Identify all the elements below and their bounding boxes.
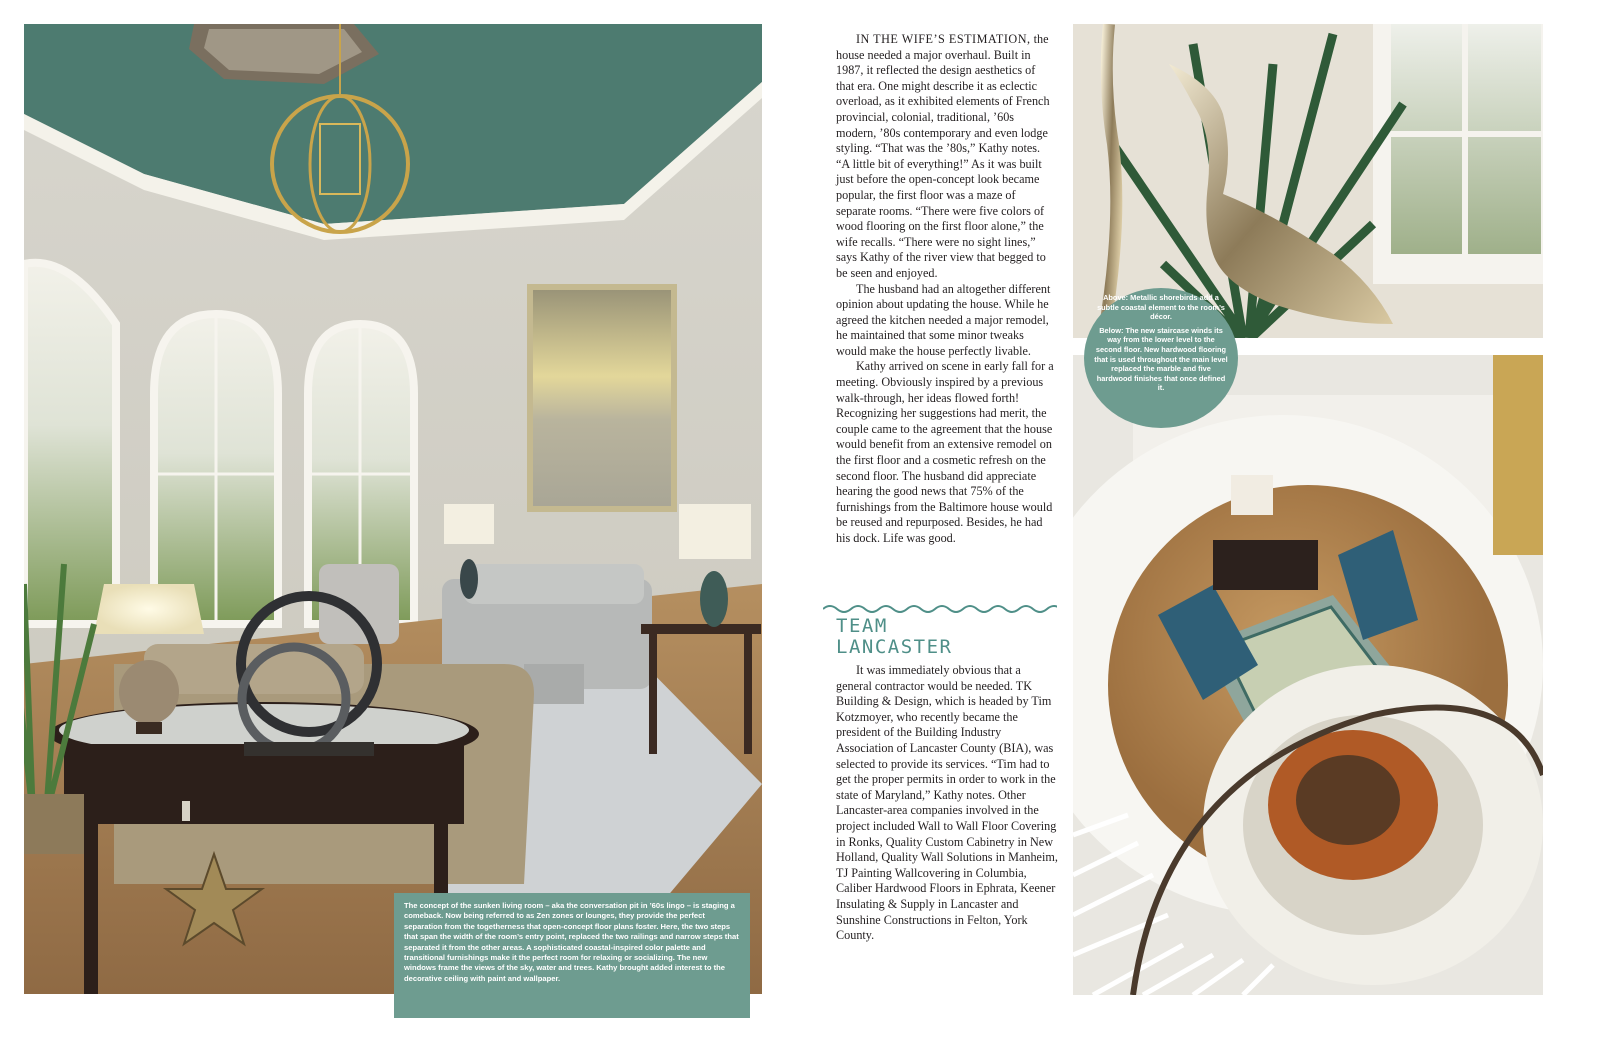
heading-line-1: TEAM — [836, 615, 888, 637]
heading-line-2: LANCASTER — [836, 636, 953, 658]
wave-divider-icon — [823, 602, 1057, 616]
section-heading — [836, 616, 1056, 658]
article-paragraph-2: The husband had an altogether different opinion about updating the house. While he agreed the kitchen needed a major remodel, he maintained that some minor tweaks would make the house perfectly livable. — [836, 281, 1051, 358]
living-room-caption: The concept of the sunken living room – aka the conversation pit in ’60s lingo – is staging a comeback. Now being referred to as Zen zones or lounges, they provide the perfect separation from the togetherness that open-concept floor plans foster. Here, the two steps that span the width of the room’s entry point, replaced the two railings and narrow steps that separated it from the other areas. A sophisticated coastal-inspired color palette and transitional furnishings make it the perfect room for relaxing or socializing. The new windows frame the views of the sky, water and trees. Kathy brought added interest to the decorative ceiling with paint and wallpaper. — [394, 893, 750, 1018]
article-paragraph-1 — [836, 32, 1056, 282]
living-room-photo — [24, 24, 762, 994]
lead-in-caps: IN THE WIFE’S ESTIMATION, — [856, 32, 1031, 46]
article-paragraph-3: Kathy arrived on scene in early fall for a meeting. Obviously inspired by a previous walk-through, her ideas flowed forth! Recognizing her suggestions had merit, the couple came to the agreement that the house would benefit from an extensive remodel on the first floor and a cosmetic refresh on the second floor. The husband did appreciate hearing the good news that 75% of the furnishings from the Baltimore house would be reused and repurposed. Besides, he had his dock. Life was good. — [836, 359, 1054, 545]
article-body-2 — [836, 663, 1058, 944]
paragraph-1-text: the house needed a major overhaul. Built in 1987, it reflected the design aesthetics of that era. One might describe it as eclectic overload, as it exhibited elements of French provincial, colonial, traditional, ’60s modern, ’80s contemporary and even lodge styling. “That was the ’80s,” Kathy notes. “A little bit of everything!” As it was built just before the open-concept look became popular, the first floor was a maze of separate rooms. “There were five colors of wood flooring on the first floor alone,” the wife recalls. “There were no sight lines,” says Kathy of the river view that begged to be seen and enjoyed. — [836, 32, 1050, 280]
staircase-photo — [1073, 355, 1543, 995]
caption-below: Below: The new staircase winds its way from the lower level to the second floor. New hardwood flooring that is used throughout the main level replaced the marble and five hardwood finishes that once defined it. — [1094, 325, 1228, 393]
caption-above: Above: Metallic shorebirds add a subtle coastal element to the room’s décor. — [1097, 293, 1225, 322]
photo-caption-bubble — [1084, 288, 1238, 428]
article2-paragraph-1: It was immediately obvious that a general contractor would be needed. TK Building & Design, which is headed by Tim Kotzmoyer, who recently became the president of the Building Industry Association of Lancaster County (BIA), was selected to provide its services. “Tim had to get the proper permits in order to work in the state of Maryland,” Kathy notes. Other Lancaster-area companies involved in the project included Wall to Wall Floor Covering in Ronks, Quality Custom Cabinetry in New Holland, Quality Wall Solutions in Manheim, TJ Painting Wallcovering in Columbia, Caliber Hardwood Floors in Ephrata, Keener Insulating & Supply in Lancaster and Sunshine Constructions in Felton, York County. — [836, 663, 1058, 943]
article-body — [836, 32, 1056, 547]
